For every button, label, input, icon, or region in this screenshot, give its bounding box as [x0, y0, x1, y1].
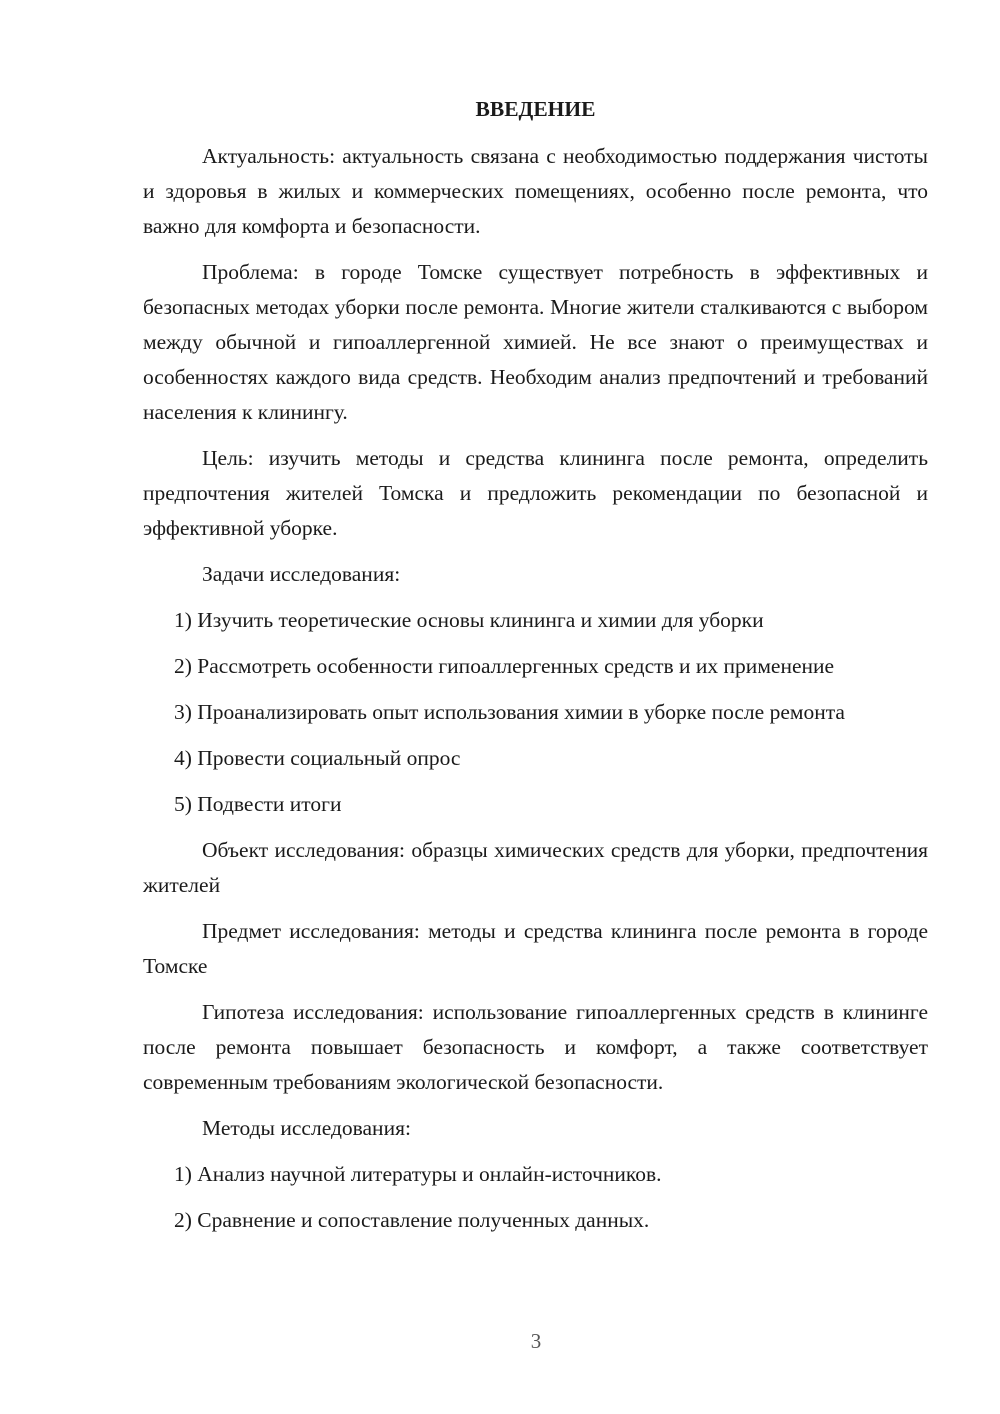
page-number: 3 — [530, 1329, 542, 1353]
task-item: 3) Проанализировать опыт использования химии в уборке после ремонта — [174, 700, 845, 724]
paragraph-hypothesis: Гипотеза исследования: использование гипоаллергенных средств в клининге после ремонта повышает безопасность и комфорт, а также соответствует современным требованиям экологической безопасности. — [143, 1000, 928, 1094]
task-item: 5) Подвести итоги — [174, 792, 342, 816]
task-item: 1) Изучить теоретические основы клининга и химии для уборки — [174, 608, 764, 632]
paragraph-relevance: Актуальность: актуальность связана с необходимостью поддержания чистоты и здоровья в жилых и коммерческих помещениях, особенно после ремонта, что важно для комфорта и безопасности. — [143, 144, 928, 238]
task-item: 4) Провести социальный опрос — [174, 746, 461, 770]
paragraph-methods-title: Методы исследования: — [202, 1116, 411, 1140]
paragraph-object: Объект исследования: образцы химических средств для уборки, предпочтения жителей — [143, 838, 928, 897]
method-item: 2) Сравнение и сопоставление полученных данных. — [174, 1208, 650, 1232]
task-item: 2) Рассмотреть особенности гипоаллергенных средств и их применение — [174, 654, 835, 678]
section-heading: ВВЕДЕНИЕ — [475, 97, 596, 121]
paragraph-goal: Цель: изучить методы и средства клининга после ремонта, определить предпочтения жителей Томска и предложить рекомендации по безопасной и эффективной уборке. — [143, 446, 928, 540]
paragraph-tasks-title: Задачи исследования: — [202, 562, 401, 586]
method-item: 1) Анализ научной литературы и онлайн-источников. — [174, 1162, 662, 1186]
document-page — [143, 92, 928, 1249]
paragraph-subject: Предмет исследования: методы и средства клининга после ремонта в городе Томске — [143, 919, 928, 978]
paragraph-problem: Проблема: в городе Томске существует потребность в эффективных и безопасных методах уборки после ремонта. Многие жители сталкиваются с выбором между обычной и гипоаллергенной химией. Не все знают о преимуществах и особенностях каждого вида средств. Необходим анализ предпочтений и требований населения к клинингу. — [143, 260, 928, 424]
